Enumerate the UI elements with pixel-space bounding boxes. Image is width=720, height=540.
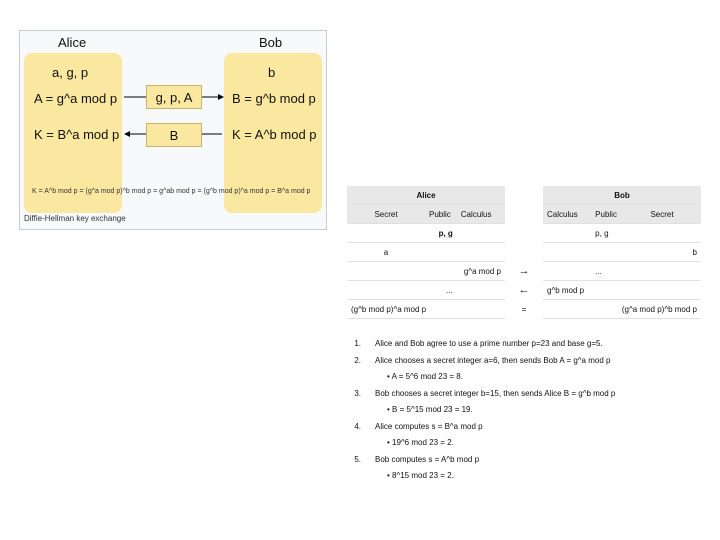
alice-public-pg: p, g (425, 224, 457, 243)
equals-sign: = (505, 300, 543, 319)
step-sub: • 19^6 mod 23 = 2. (387, 438, 454, 447)
step-sub: • A = 5^6 mod 23 = 8. (387, 372, 463, 381)
step-number: 3. (354, 389, 361, 398)
list-item (347, 388, 717, 416)
alice-K-formula: K = B^a mod p (34, 127, 120, 142)
step-sub-text: B = 5^15 mod 23 = 19. (392, 405, 473, 414)
col-secret: Secret (347, 205, 425, 224)
alice-secret: a (347, 243, 425, 262)
bob-final: (g^a mod p)^b mod p (591, 300, 701, 319)
alice-A-formula: A = g^a mod p (34, 91, 118, 106)
step-text: Alice computes s = B^a mod p (375, 422, 483, 431)
arrow-left-icon: ← (505, 281, 543, 300)
list-item (347, 421, 717, 449)
alice-calc: g^a mod p (457, 262, 505, 281)
bob-header: Bob (543, 186, 701, 205)
bob-public-pg: p, g (591, 224, 623, 243)
col-public: Public (425, 205, 457, 224)
col-calculus: Calculus (543, 205, 591, 224)
bob-calc: g^b mod p (543, 281, 591, 300)
public-values-box: g, p, A (146, 85, 202, 109)
step-sub-text: A = 5^6 mod 23 = 8. (391, 372, 463, 381)
step-text: Alice and Bob agree to use a prime number p=23 and base g=5. (375, 339, 603, 348)
bob-title: Bob (259, 35, 283, 50)
steps-list (347, 338, 717, 487)
alice-title: Alice (58, 35, 87, 50)
col-public: Public (591, 205, 623, 224)
key-equation: K = A^b mod p = (g^a mod p)^b mod p = g^ab mod p = (g^b mod p)^a mod p = B^a mod p (32, 188, 311, 195)
public-B-box: B (146, 123, 202, 147)
step-sub: • 8^15 mod 23 = 2. (387, 471, 454, 480)
bob-secret: b (623, 243, 701, 262)
bob-K-formula: K = A^b mod p (232, 127, 317, 142)
list-item (347, 338, 717, 350)
step-sub: • B = 5^15 mod 23 = 19. (387, 405, 473, 414)
alice-params: a, g, p (52, 65, 89, 80)
bob-params: b (268, 65, 276, 80)
step-sub-text: 8^15 mod 23 = 2. (392, 471, 454, 480)
step-text: Bob computes s = A^b mod p (375, 455, 480, 464)
step-sub-text: 19^6 mod 23 = 2. (392, 438, 454, 447)
diagram-caption: Diffie-Hellman key exchange (24, 214, 126, 223)
step-number: 4. (354, 422, 361, 431)
alice-header: Alice (347, 186, 505, 205)
col-secret: Secret (623, 205, 701, 224)
list-item (347, 454, 717, 482)
step-text: Alice chooses a secret integer a=6, then sends Bob A = g^a mod p (375, 356, 611, 365)
alice-final: (g^b mod p)^a mod p (347, 300, 457, 319)
alice-dots: ... (425, 281, 457, 300)
step-number: 5. (354, 455, 361, 464)
arrow-right-icon: → (505, 262, 543, 281)
col-calculus: Calculus (457, 205, 505, 224)
step-text: Bob chooses a secret integer b=15, then sends Alice B = g^b mod p (375, 389, 616, 398)
step-number: 1. (354, 339, 361, 348)
diffie-hellman-diagram (19, 30, 327, 230)
bob-B-formula: B = g^b mod p (232, 91, 316, 106)
list-item (347, 355, 717, 383)
bob-dots: ... (591, 262, 623, 281)
exchange-table (347, 186, 701, 319)
step-number: 2. (354, 356, 361, 365)
